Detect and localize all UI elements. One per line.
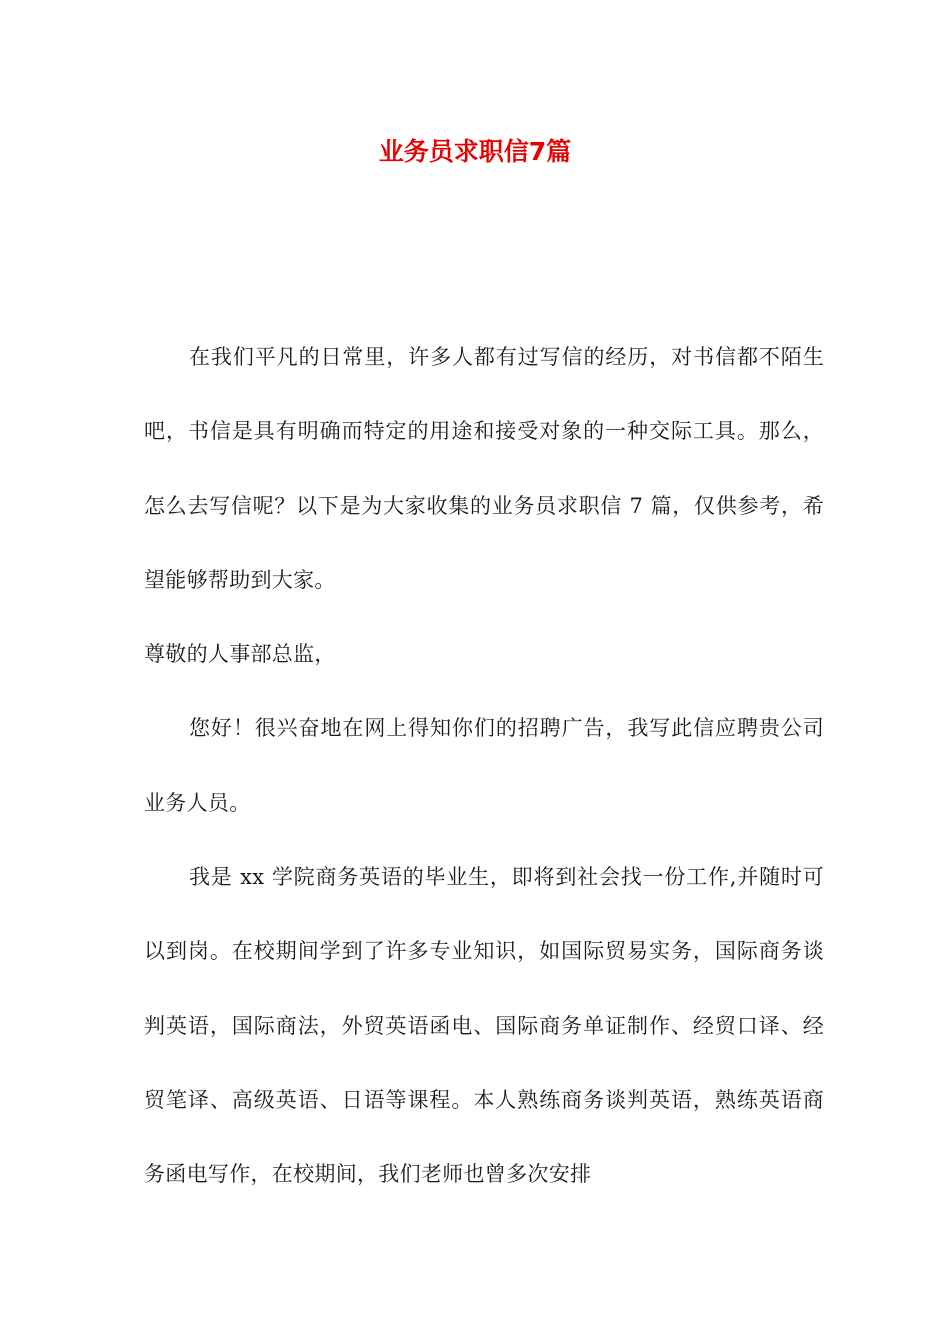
paragraph-intro: 在我们平凡的日常里，许多人都有过写信的经历，对书信都不陌生吧，书信是具有明确而特定的用途和接受对象的一种交际工具。那么，怎么去写信呢？以下是为大家收集的业务员求职信 7 篇，仅供参考，希望能够帮助到大家。 — [144, 345, 824, 592]
document-body — [144, 320, 824, 1212]
paragraph-background: 我是 xx 学院商务英语的毕业生，即将到社会找一份工作,并随时可以到岗。在校期间学到了许多专业知识，如国际贸易实务，国际商务谈判英语，国际商法，外贸英语函电、国际商务单证制作、经贸口译、经贸笔译、高级英语、日语等课程。本人熟练商务谈判英语，熟练英语商务函电写作，在校期间，我们老师也曾多次安排 — [144, 865, 824, 1187]
paragraph-greeting: 您好！很兴奋地在网上得知你们的招聘广告，我写此信应聘贵公司业务人员。 — [144, 716, 824, 815]
paragraph-salutation: 尊敬的人事部总监， — [144, 642, 336, 667]
document-title: 业务员求职信7篇 — [378, 137, 572, 166]
